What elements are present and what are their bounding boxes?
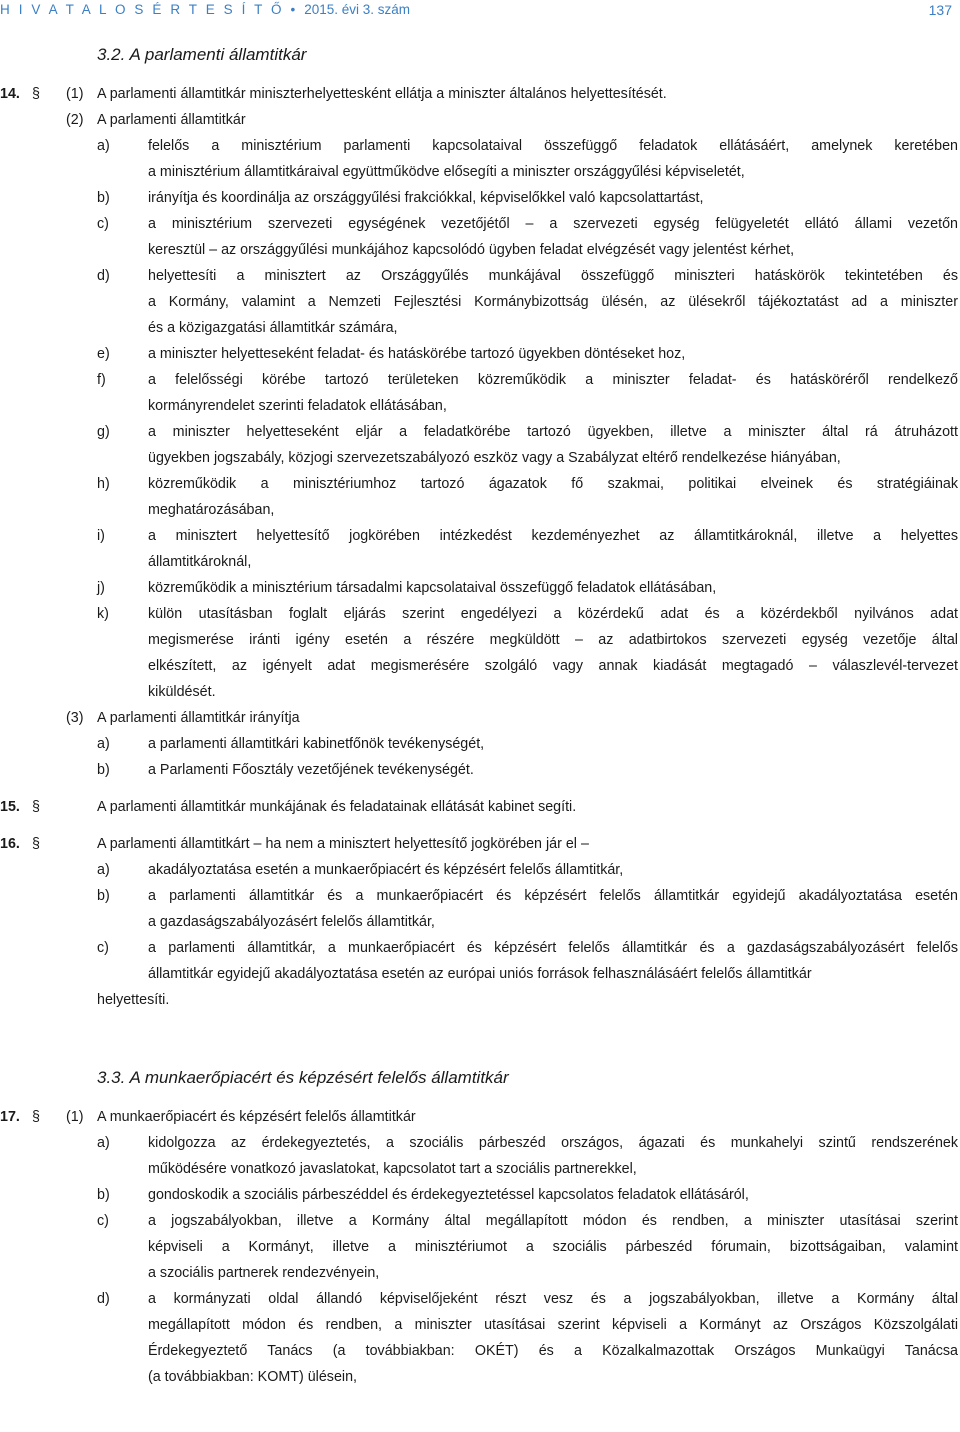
section-heading-3-2: 3.2. A parlamenti államtitkár	[97, 45, 307, 64]
list-item-i: i) a minisztert helyettesítő jogkörében intézkedést kezdeményezhet az államtitkároknál, illetve a helyettes	[97, 528, 958, 544]
list-item-d: d) a kormányzati oldal állandó képviselőjeként részt vesz és a jogszabályokban, illetve a Kormány által	[97, 1291, 958, 1307]
list-item-g: g) a miniszter helyetteseként eljár a feladatkörébe tartozó ügyekben, illetve a miniszter által rá átruházott	[97, 424, 958, 440]
paragraph-number: 16.	[0, 836, 20, 852]
list-item-s3-b: b) a Parlamenti Főosztály vezetőjének tevékenységét.	[97, 762, 474, 778]
list-item-h: h) közreműködik a minisztériumhoz tartozó ágazatok fő szakmai, politikai elveinek és stratégiáinak	[97, 476, 958, 492]
issue-label: 2015. évi 3. szám	[304, 2, 411, 17]
paragraph-17-s1: 17. § (1) A munkaerőpiacért és képzésért felelős államtitkár	[0, 1104, 960, 1130]
paragraph-16-closing: helyettesíti.	[97, 992, 170, 1008]
gazette-name: H I V A T A L O S É R T E S Í T Ő	[0, 2, 285, 17]
paragraph-16: 16. § A parlamenti államtitkárt – ha nem a minisztert helyettesítő jogkörében jár el –	[0, 831, 960, 857]
document-body: 3.2. A parlamenti államtitkár 14. § (1) A parlamenti államtitkár miniszterhelyettesként ellátja a miniszter általános helyettesítését. (2) A parlamenti államtitkár a) felelős a minisztérium parlamenti kapcsolataival összefüggő feladatok ellátásáért, amelynek keretében a minisztérium államtitkáraival együttműködve elősegíti a miniszter országgyűlési képviseletét, b) irányítja és koordinálja az országgyűlési frakciókkal, képviselőkkel való kapcsolattartást, c) a minisztérium szervezeti egységének vezetőjétől – a szervezeti egység felügyeletét ellátó állami vezetőn keresztül – az országgyűlési munkájához kapcsolódó ügyben feladat elvégzését vagy jelentést kérhet, d) helyettesíti a minisztert az Országgyűlés munkájával összefüggő miniszteri hatáskörök tekintetében és a Kormány, valamint a Nemzeti Fejlesztési Kormánybizottság ülésén, az ülésekről tájékoztatást ad a miniszter és a közigazgatási államtitkár számára, e) a miniszter helyetteseként feladat- és hatáskörébe tartozó ügyekben döntéseket hoz, f) a felelősségi körébe tartozó területeken közreműködik a miniszter feladat- és hatásköréről rendelkező kormányrendelet szerinti feladatok ellátásában, g) a miniszter helyetteseként eljár a feladatkörébe tartozó ügyekben, illetve a miniszter által rá átruházott ügyekben jogszabály, közjogi szervezetszabályozó eszköz vagy a Szabályzat eltérő rendelkezése hiányában, h) közreműködik a minisztériumhoz tartozó ágazatok fő szakmai, politikai elveinek és stratégiáinak meghatározásában, i) a minisztert helyettesítő jogkörében intézkedést kezdeményezhet az államtitkároknál, illetve a helyettes államtitkároknál, j) közreműködik a minisztérium társadalmi kapcsolataival összefüggő feladatok ellátásában, k) külön utasításban foglalt eljárás szerint engedélyezi a közérdekű adat és a közérdekből nyilvános adat megismerése iránti igény esetén a részére megküldött – az adatbirtokos szervezeti egység vezetője által elkészített, az igényelt adat megismerésére szolgáló vagy annak kiadását megtagadó – válaszlevél-tervezet kiküldését. (3) A parlamenti államtitkár irányítja a) a parlamenti államtitkári kabinetfőnök tevékenységét, b) a Parlamenti Főosztály vezetőjének tevékenységét. 15. § A parlamenti államtitkár munkájának és feladatainak ellátását kabinet segíti. 16. § A parlamenti államtitkárt – ha nem a minisztert helyettesítő jogkörében jár el – a) akadályoztatása esetén a munkaerőpiacért és képzésért felelős államtitkár, b) a parlamenti államtitkár és a munkaerőpiacért és képzésért felelős államtitkár egyidejű akadályoztatása esetén a gazdaságszabályozásért felelős államtitkár, c) a parlamenti államtitkár, a munkaerőpiacért és képzésért felelős államtitkár és a gazdaságszabályozásért felelős államtitkár egyidejű akadályoztatása esetén az európai uniós források felhasználásáért felelős államtitkár helyettesíti. 3.3. A munkaerőpiacért és képzésért felelős államtitkár 17. § (1) A munkaerőpiacért és képzésért felelős államtitkár a) kidolgozza az érdekegyeztetés, a szociális párbeszéd országos, ágazati és munkahelyi szintű rendszerének működésére vonatkozó javaslatokat, kapcsolatot tart a szociális partnerekkel, b) gondoskodik a szociális párbeszéddel és érdekegyeztetéssel kapcsolatos feladatok ellátásáról, c) a jogszabályokban, illetve a Kormány által megállapított módon és rendben, a miniszter utasításai szerint képviseli a Kormányt, illetve a minisztériumot a szociális párbeszéd fórumain, bizottságaiban, valamint a szociális partnerek rendezvényein, d) a kormányzati oldal állandó képviselőjeként részt vesz és a jogszabályokban, illetve a Kormány által megállapított módon és rendben, a miniszter utasításai szerint képviseli a Kormányt az Országos Közszolgálati Érdekegyeztető Tanács (a továbbiakban: OKÉT) és a Közalkalmazottak Országos Munkaügyi Tanácsa (a továbbiakban: KOMT) ülésein,	[0, 40, 960, 1390]
list-item-c: c) a parlamenti államtitkár, a munkaerőpiacért és képzésért felelős államtitkár és a gazdaságszabályozásért felelős	[97, 940, 958, 956]
page-number: 137	[928, 2, 952, 18]
list-item-c: c) a jogszabályokban, illetve a Kormány által megállapított módon és rendben, a miniszter utasításai szerint	[97, 1213, 958, 1229]
list-item-c: c) a minisztérium szervezeti egységének vezetőjétől – a szervezeti egység felügyeletét ellátó állami vezetőn	[97, 216, 958, 232]
list-item-b: b) gondoskodik a szociális párbeszéddel és érdekegyeztetéssel kapcsolatos feladatok ellátásáról,	[97, 1187, 749, 1203]
paragraph-14-s2: (2) A parlamenti államtitkár	[66, 112, 246, 128]
section-sign: §	[32, 86, 40, 102]
section-sign: §	[32, 799, 40, 815]
section-heading-3-3: 3.3. A munkaerőpiacért és képzésért felelős államtitkár	[97, 1068, 509, 1087]
list-item-f: f) a felelősségi körébe tartozó területeken közreműködik a miniszter feladat- és hatásköréről rendelkező	[97, 372, 958, 388]
paragraph-14-s1: 14. § (1) A parlamenti államtitkár miniszterhelyettesként ellátja a miniszter általános helyettesítését.	[0, 81, 960, 107]
paragraph-number: 14.	[0, 86, 20, 102]
paragraph-14-s3: (3) A parlamenti államtitkár irányítja	[66, 710, 300, 726]
list-item-b: b) a parlamenti államtitkár és a munkaerőpiacért és képzésért felelős államtitkár egyidejű akadályoztatása esetén	[97, 888, 958, 904]
section-sign: §	[32, 836, 40, 852]
list-item-e: e) a miniszter helyetteseként feladat- és hatáskörébe tartozó ügyekben döntéseket hoz,	[97, 346, 686, 362]
paragraph-15: 15. § A parlamenti államtitkár munkájának és feladatainak ellátását kabinet segíti.	[0, 794, 960, 820]
list-item-a: a) felelős a minisztérium parlamenti kapcsolataival összefüggő feladatok ellátásáért, amelynek keretében	[97, 138, 958, 154]
list-item-a: a) kidolgozza az érdekegyeztetés, a szociális párbeszéd országos, ágazati és munkahelyi szintű rendszerének	[97, 1135, 958, 1151]
list-item-s3-a: a) a parlamenti államtitkári kabinetfőnök tevékenységét,	[97, 736, 485, 752]
paragraph-number: 15.	[0, 799, 20, 815]
list-item-d: d) helyettesíti a minisztert az Országgyűlés munkájával összefüggő miniszteri hatáskörök tekintetében és	[97, 268, 958, 284]
list-item-a: a) akadályoztatása esetén a munkaerőpiacért és képzésért felelős államtitkár,	[97, 862, 624, 878]
page-header	[0, 0, 960, 20]
list-item-j: j) közreműködik a minisztérium társadalmi kapcsolataival összefüggő feladatok ellátásában,	[97, 580, 717, 596]
section-sign: §	[32, 1109, 40, 1125]
gazette-title	[0, 0, 410, 20]
header-bullet: •	[290, 2, 298, 17]
list-item-k: k) külön utasításban foglalt eljárás szerint engedélyezi a közérdekű adat és a közérdekből nyilvános adat	[97, 606, 958, 622]
paragraph-number: 17.	[0, 1109, 20, 1125]
list-item-b: b) irányítja és koordinálja az országgyűlési frakciókkal, képviselőkkel való kapcsolattartást,	[97, 190, 704, 206]
